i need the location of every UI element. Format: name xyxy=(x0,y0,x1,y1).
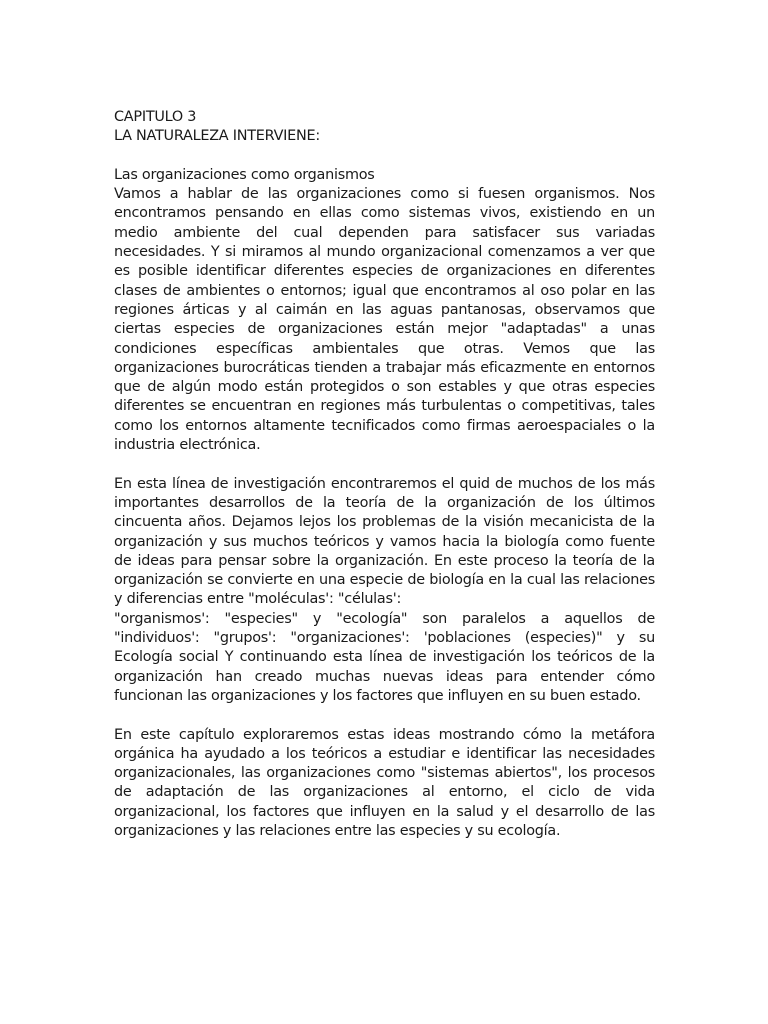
document-page xyxy=(114,108,655,841)
paragraph-organisms-ecology: "organismos': "especies" y "ecología" son paralelos a aquellos de "individuos': "grupos': "organizaciones': 'poblaciones (especies)" y su Ecología social Y continuando esta línea de investigación los teóricos de la organización han creado muchas nuevas ideas para entender cómo funcionan las organizaciones y los factores que influyen en su buen estado. xyxy=(114,610,655,704)
section-title: Las organizaciones como organismos xyxy=(114,166,375,183)
spacer xyxy=(114,147,655,166)
paragraph-intro: Vamos a hablar de las organizaciones como si fuesen organismos. Nos encontramos pensando en ellas como sistemas vivos, existiendo en un medio ambiente del cual dependen para satisfacer sus variadas necesidades. Y si miramos al mundo organizacional comenzamos a ver que es posible identificar diferentes especies de organizaciones en diferentes clases de ambientes o entornos; igual que encontramos al oso polar en las regiones árticas y al caimán en las aguas pantanosas, observamos que ciertas especies de organizaciones están mejor "adaptadas" a unas condiciones específicas ambientales que otras. Vemos que las organizaciones burocráticas tienden a trabajar más eficazmente en entornos que de algún modo están protegidos o son estables y que otras especies diferentes se encuentran en regiones más turbulentas o competitivas, tales como los entornos altamente tecnificados como firmas aeroespaciales o la industria electrónica. xyxy=(114,186,655,454)
spacer xyxy=(114,706,655,725)
paragraph-research-line: En esta línea de investigación encontraremos el quid de muchos de los más importantes desarrollos de la teoría de la organización de los últimos cincuenta años. Dejamos lejos los problemas de la visión mecanicista de la organización y sus muchos teóricos y vamos hacia la biología como fuente de ideas para pensar sobre la organización. En este proceso la teoría de la organización se convierte en una especie de biología en la cual las relaciones y diferencias entre "moléculas': "células': xyxy=(114,475,655,608)
paragraph-chapter-overview: En este capítulo exploraremos estas ideas mostrando cómo la metáfora orgánica ha ayudado a los teóricos a estudiar e identificar las necesidades organizacionales, las organizaciones como "sistemas abiertos", los procesos de adaptación de las organizaciones al entorno, el ciclo de vida organizacional, los factores que influyen en la salud y el desarrollo de las organizaciones y las relaciones entre las especies y su ecología. xyxy=(114,726,655,839)
spacer xyxy=(114,455,655,474)
chapter-number: CAPITULO 3 xyxy=(114,109,197,125)
chapter-title: LA NATURALEZA INTERVIENE: xyxy=(114,128,320,145)
